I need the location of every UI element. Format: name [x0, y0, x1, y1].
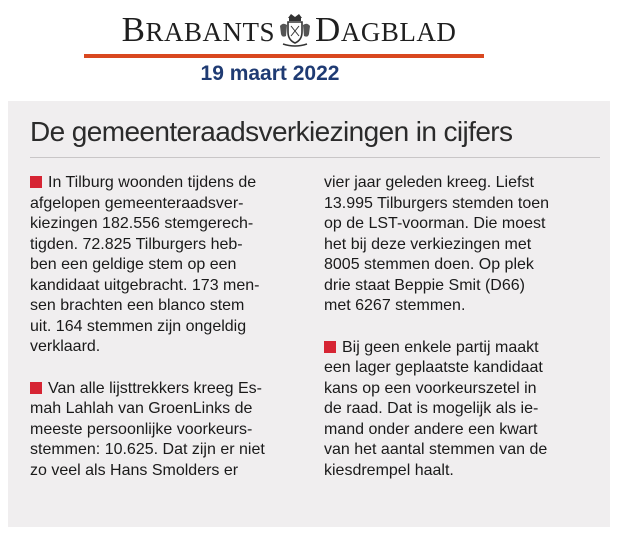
text-line: zo veel als Hans Smolders er	[30, 461, 239, 479]
text-line: 8005 stemmen doen. Op plek	[324, 256, 534, 273]
text-line: afgelopen gemeenteraadsver-	[30, 194, 244, 212]
text-line: ben een geldige stem op een	[30, 256, 237, 273]
bullet-square-icon	[30, 382, 42, 394]
text-line: mand onder andere een kwart	[324, 420, 538, 438]
text-line: vier jaar geleden kreeg. Liefst	[324, 174, 534, 191]
text-line: op de LST-voorman. Die moest	[324, 215, 546, 232]
text-line: tigden. 72.825 Tilburgers heb-	[30, 235, 243, 253]
text-line: kandidaat uitgebracht. 173 men-	[30, 276, 260, 294]
text-line: stemmen: 10.625. Dat zijn er niet	[30, 441, 265, 458]
text-line: Van alle lijsttrekkers kreeg Es-	[30, 379, 300, 400]
royal-crest-icon	[278, 12, 312, 48]
publication-date: 19 maart 2022	[200, 62, 340, 85]
article-headline: De gemeenteraadsverkiezingen in cijfers	[30, 116, 513, 147]
article-box	[8, 101, 610, 527]
headline-divider	[30, 157, 600, 158]
text-line: drie staat Beppie Smit (D66)	[324, 276, 525, 294]
article-column-left	[30, 173, 300, 481]
text-line: meeste persoonlijke voorkeurs-	[30, 420, 253, 438]
text-line: verklaard.	[30, 338, 101, 355]
text-line: een lager geplaatste kandidaat	[324, 359, 543, 376]
masthead-rule	[84, 54, 484, 58]
text-line: het bij deze verkiezingen met	[324, 235, 532, 253]
text-line: 13.995 Tilburgers stemden toen	[324, 194, 550, 212]
text-line: sen brachten een blanco stem	[30, 297, 245, 314]
text-line: In Tilburg woonden tijdens de	[30, 173, 300, 194]
newspaper-logo	[84, 8, 494, 52]
text-line: mah Lahlah van GroenLinks de	[30, 400, 253, 417]
text-line: kiesdrempel haalt.	[324, 461, 454, 479]
text-line: kiezingen 182.556 stemgerech-	[30, 215, 254, 232]
brand-right: DAGBLAD	[315, 10, 457, 49]
text-line: met 6267 stemmen.	[324, 297, 466, 314]
article-column-right	[324, 173, 594, 481]
text-line: de raad. Dat is mogelijk als ie-	[324, 400, 539, 417]
text-line: van het aantal stemmen van de	[324, 441, 548, 458]
bullet-square-icon	[30, 176, 42, 188]
text-line: Bij geen enkele partij maakt	[324, 338, 594, 359]
masthead	[0, 0, 618, 100]
bullet-square-icon	[324, 341, 336, 353]
brand-left: BRABANTS	[121, 10, 276, 49]
text-line: kans op een voorkeurszetel in	[324, 379, 537, 397]
text-line: uit. 164 stemmen zijn ongeldig	[30, 317, 247, 335]
